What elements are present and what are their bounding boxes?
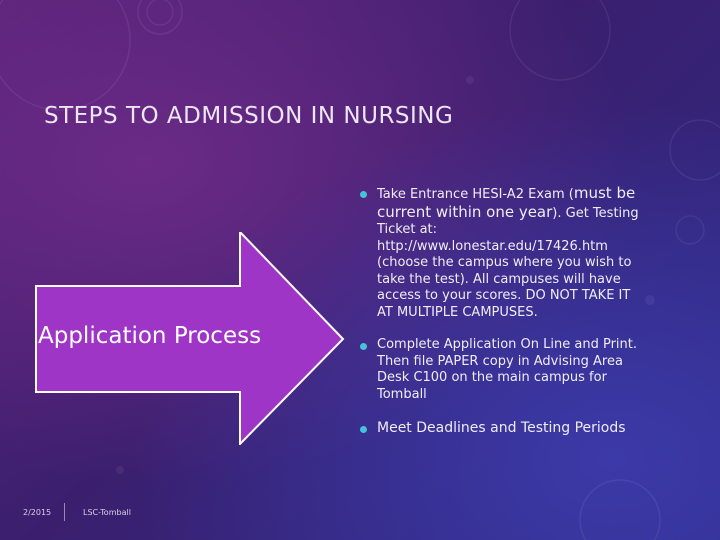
footer-name: LSC-Tomball — [83, 508, 131, 517]
bullet-list — [360, 185, 650, 437]
bullet-item-exam — [360, 185, 650, 321]
bullet-emphasis: must be current within one year — [377, 184, 636, 221]
bullet-text: Complete Application On Line and Print. Then file PAPER copy in Advising Area Desk C100 on the main campus for Tomball — [377, 337, 638, 402]
footer-divider — [64, 503, 65, 521]
bullet-item-deadlines — [360, 420, 650, 437]
bullet-text: Meet Deadlines and Testing Periods — [377, 420, 626, 436]
bullet-text — [377, 185, 650, 321]
footer-date: 2/2015 — [23, 508, 52, 517]
bullet-dot-icon — [360, 343, 367, 350]
bullet-text-part: Take Entrance HESI-A2 Exam ( — [377, 187, 574, 202]
arrow-label: Application Process — [38, 323, 262, 349]
bullet-dot-icon — [360, 426, 367, 433]
bullet-text-part: ). Get Testing Ticket at: http://www.lonestar.edu/17426.htm (choose the campus where you wish to take the test). All campuses will have access to your scores. DO NOT TAKE IT AT MULTIPLE CAMPUSES. — [377, 205, 639, 320]
slide-title: STEPS TO ADMISSION IN NURSING — [44, 103, 454, 130]
bullet-dot-icon — [360, 191, 367, 198]
bullet-item-application — [360, 337, 650, 403]
